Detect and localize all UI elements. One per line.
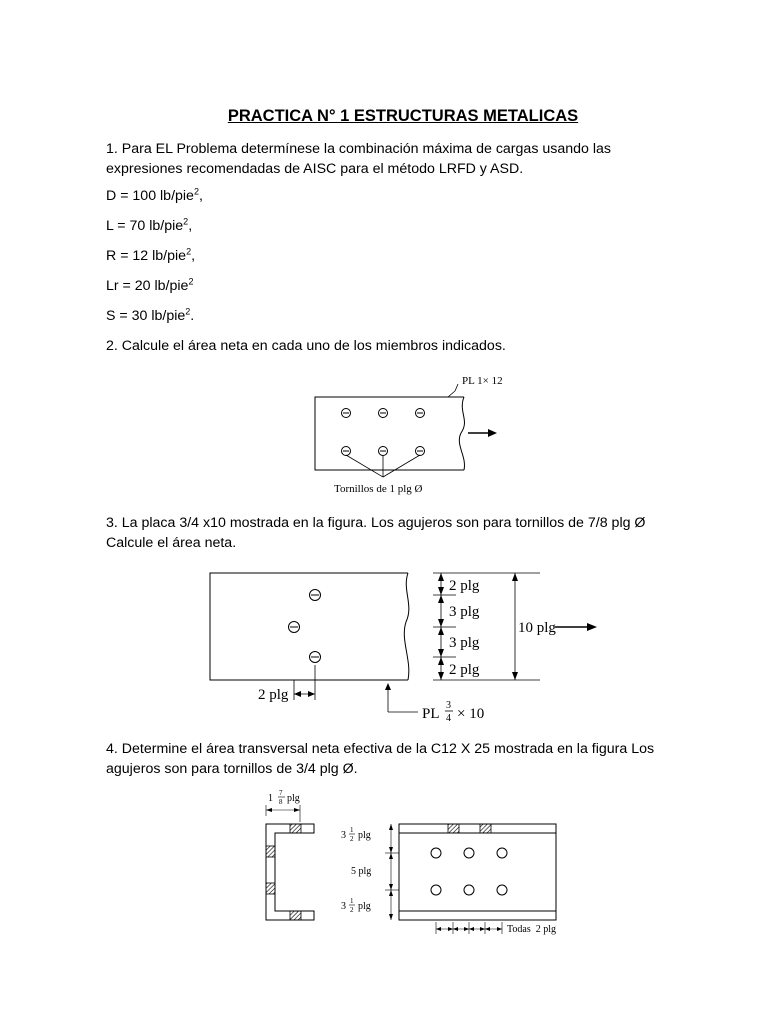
flange-num: 7 [279, 789, 283, 797]
dim-label: 2 plg [449, 662, 480, 678]
bolts-label: Tornillos de 1 plg Ø [334, 483, 423, 495]
bolt-hole [464, 848, 474, 858]
dim-label: 2 plg [449, 578, 480, 594]
load-d: D = 100 lb/pie$^2$, [106, 186, 203, 204]
plate-label: PL 1× 12 [462, 375, 503, 387]
bolt-hole [431, 848, 441, 858]
dim-label: 3 plg [449, 635, 480, 651]
dim-bot-den: 2 [350, 906, 354, 914]
dim-top-whole: 3 [341, 830, 346, 841]
spacing-label: 2 plg [258, 687, 289, 703]
load-r: R = 12 lb/pie$^2$, [106, 246, 196, 264]
dim-mid: 5 plg [351, 866, 372, 877]
problem-4-text: 4. Determine el área transversal neta efectiva de la C12 X 25 mostrada en la figura Los agujeros son para tornillos de 3/4 plg Ø. [106, 741, 655, 777]
problem-1-text: 1. Para EL Problema determínese la combinación máxima de cargas usando las expresiones recomendadas de AISC para el método LRFD y ASD. [106, 141, 611, 177]
problem-3-text: 3. La placa 3/4 x10 mostrada en la figura. Los agujeros son para tornillos de 7/8 plg Ø Calcule el área neta. [106, 515, 646, 551]
frac-num: 3 [446, 700, 451, 711]
spacing-all-label: Todas 2 plg [507, 924, 557, 935]
load-lr: Lr = 20 lb/pie$^2$ [106, 276, 194, 294]
bolt-hole [497, 848, 507, 858]
frac-den: 4 [446, 713, 451, 724]
plate-suffix: × 10 [457, 706, 485, 722]
dim-top-num: 1 [350, 826, 354, 834]
dim-bot-unit: plg [358, 901, 371, 912]
dim-top-unit: plg [358, 830, 371, 841]
load-s: S = 30 lb/pie$^2$. [106, 306, 195, 324]
load-l: L = 70 lb/pie$^2$, [106, 216, 193, 234]
problem-2-text: 2. Calcule el área neta en cada uno de los miembros indicados. [106, 338, 506, 354]
dim-label: 3 plg [449, 604, 480, 620]
page-title: PRACTICA N° 1 ESTRUCTURAS METALICAS [227, 107, 579, 125]
plate-label: PL [422, 706, 440, 722]
flange-whole: 1 [268, 793, 273, 804]
flange-den: 8 [279, 798, 283, 806]
dim-bot-num: 1 [350, 897, 354, 905]
dim-bot-whole: 3 [341, 901, 346, 912]
total-dim-label: 10 plg [518, 620, 556, 636]
bolt-hole [497, 885, 507, 895]
bolt-hole [464, 885, 474, 895]
bolt-hole [431, 885, 441, 895]
dim-top-den: 2 [350, 835, 354, 843]
flange-unit: plg [287, 793, 300, 804]
